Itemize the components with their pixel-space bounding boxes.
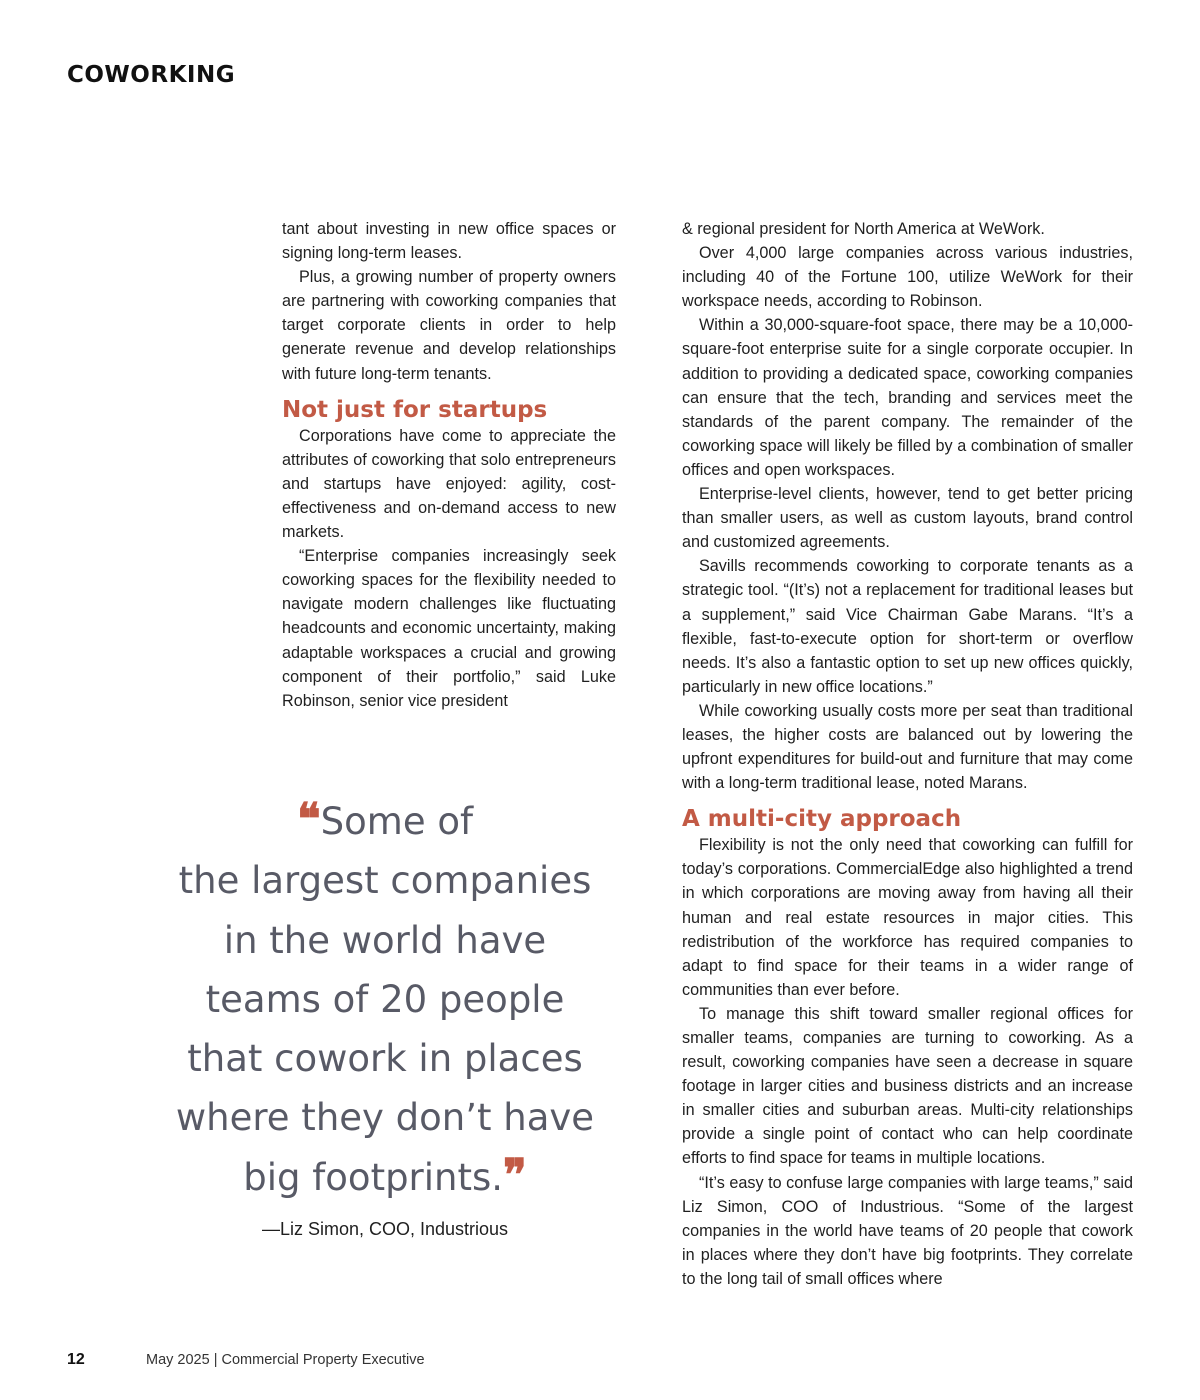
- body-paragraph: “It’s easy to confuse large companies with large teams,” said Liz Simon, COO of Industrious. “Some of the largest companies in the world have teams of 20 people that cowork in places where they don’t have big footprints. They correlate to the long tail of small offices where: [682, 1173, 1133, 1288]
- body-paragraph: Corporations have come to appreciate the attributes of coworking that solo entrepreneurs and startups have enjoyed: agility, cost-effectiveness and on-demand access to new markets.: [282, 426, 616, 542]
- footer-issue: May 2025 | Commercial Property Executive: [146, 1352, 425, 1368]
- body-paragraph: “Enterprise companies increasingly seek coworking spaces for the flexibility needed to navigate modern challenges like fluctuating headcounts and economic uncertainty, making adaptable workspaces a crucial and growing component of their portfolio,” said Luke Robinson, senior vice president: [282, 547, 616, 710]
- body-paragraph: Within a 30,000-square-foot space, there may be a 10,000-square-foot enterprise suite for a single corporate occupier. In addition to providing a dedicated space, coworking companies can ensure that the tech, branding and services meet the standards of the parent company. The remainder of the coworking space will likely be filled by a combination of smaller offices and open workspaces.: [682, 316, 1133, 479]
- body-paragraph: While coworking usually costs more per seat than traditional leases, the higher costs are balanced out by lowering the upfront expenditures for build-out and furniture that may come with a long-term traditional lease, noted Marans.: [682, 701, 1133, 793]
- body-paragraph: Over 4,000 large companies across various industries, including 40 of the Fortune 100, utilize WeWork for their workspace needs, according to Robinson.: [682, 244, 1133, 311]
- body-paragraph: Enterprise-level clients, however, tend to get better pricing than smaller users, as well as custom layouts, brand control and customized agreements.: [682, 485, 1133, 552]
- right-column: [682, 217, 1133, 1291]
- pull-quote: [150, 792, 620, 1207]
- page-number: 12: [67, 1351, 85, 1368]
- section-label: COWORKING: [67, 62, 236, 88]
- open-quote-icon: ❝: [296, 794, 321, 845]
- subheading-multi-city-approach: A multi-city approach: [682, 806, 962, 833]
- body-paragraph: To manage this shift toward smaller regional offices for smaller teams, companies are turning to coworking. As a result, coworking companies have seen a decrease in square footage in larger cities and business districts and an increase in smaller cities and suburban areas. Multi-city relationships provide a single point of contact who can help coordinate efforts to find space for teams in multiple locations.: [682, 1004, 1133, 1168]
- body-paragraph: Flexibility is not the only need that coworking can fulfill for today’s corporations. CommercialEdge also highlighted a trend in which corporations are moving away from having all their human and real estate resources in major cities. This redistribution of the workforce has required companies to adapt to find space for their teams in a wider range of communities than ever before.: [682, 836, 1133, 999]
- body-paragraph: Savills recommends coworking to corporate tenants as a strategic tool. “(It’s) not a replacement for traditional leases but a supplement,” said Vice Chairman Gabe Marans. “It’s a flexible, fast-to-execute option for short-term or overflow needs. It’s also a fantastic option to set up new offices quickly, particularly in new office locations.”: [682, 557, 1133, 696]
- body-paragraph: Plus, a growing number of property owners are partnering with coworking companies that target corporate clients in order to help generate revenue and develop relationships with future long-term tenants.: [282, 268, 616, 383]
- pull-quote-text: ❝Some of the largest companies in the world have teams of 20 people that cowork in places where they don’t have big footprints.❞: [175, 794, 595, 1201]
- close-quote-icon: ❞: [503, 1149, 527, 1201]
- subheading-not-just-for-startups: Not just for startups: [282, 396, 548, 423]
- body-paragraph: tant about investing in new office spaces or signing long-term leases.: [282, 220, 616, 263]
- body-paragraph: & regional president for North America at WeWork.: [682, 220, 1045, 238]
- pull-quote-attribution: —Liz Simon, COO, Industrious: [261, 1219, 509, 1239]
- left-column: [282, 217, 616, 713]
